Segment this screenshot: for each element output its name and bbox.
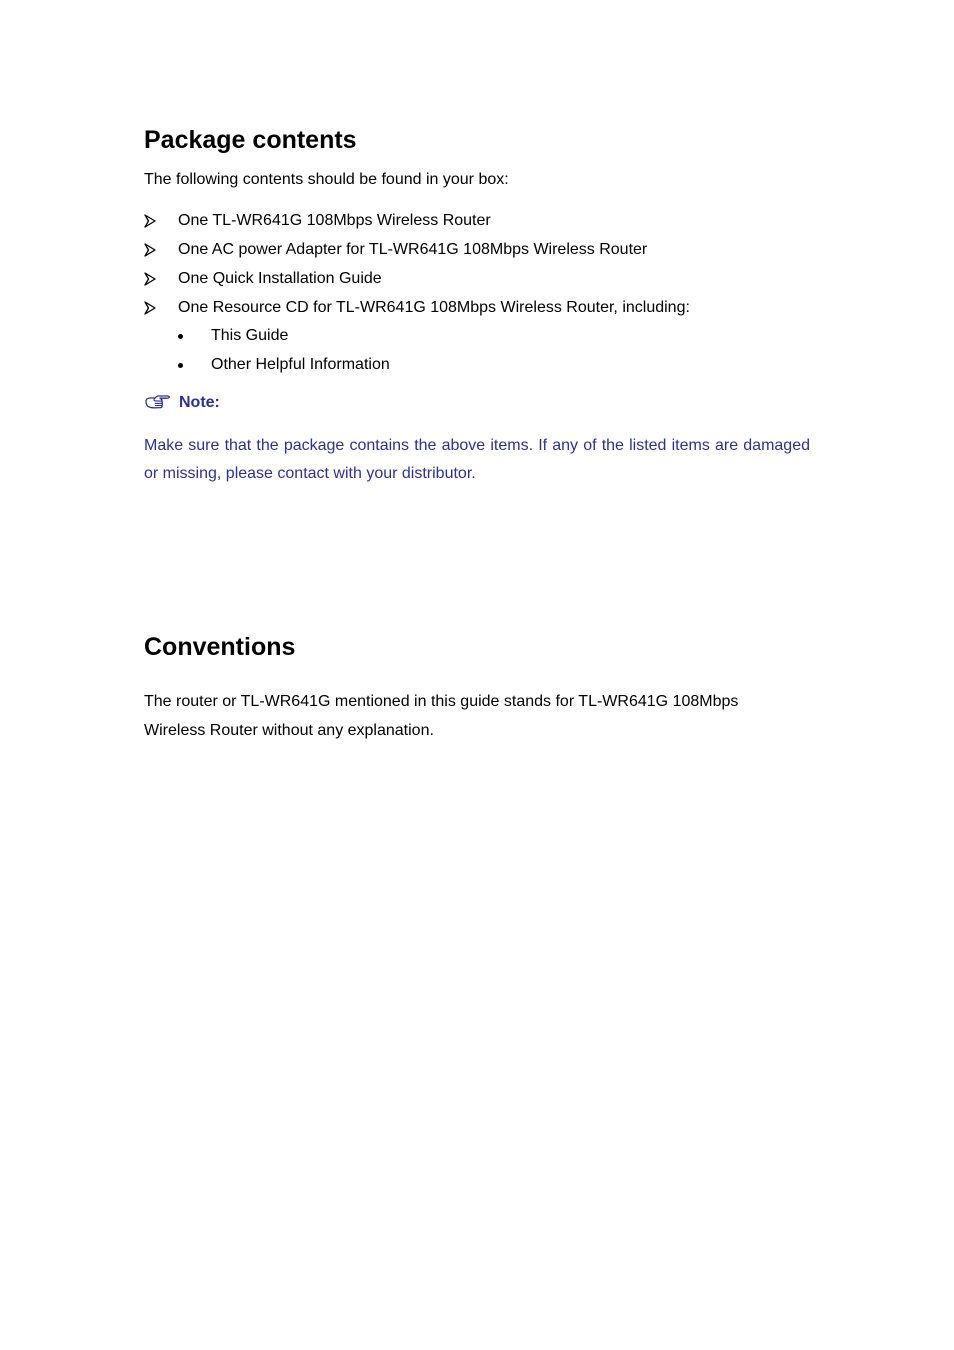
- list-item-text: One Quick Installation Guide: [178, 270, 382, 287]
- list-item: [178, 355, 390, 384]
- arrowhead-bullet-icon: [144, 214, 156, 228]
- arrowhead-bullet-icon: [144, 243, 156, 257]
- cd-contents-list: [178, 326, 390, 384]
- dot-bullet-icon: [178, 363, 183, 368]
- conventions-text-line-1: The router or TL-WR641G mentioned in this guide stands for TL-WR641G 108Mbps: [144, 693, 739, 710]
- list-item: [144, 240, 690, 269]
- list-item: [144, 211, 690, 240]
- list-item-text: This Guide: [211, 327, 289, 344]
- note-heading: [144, 393, 220, 413]
- list-item-text: One AC power Adapter for TL-WR641G 108Mbps Wireless Router: [178, 241, 648, 258]
- list-item: [178, 326, 390, 355]
- conventions-heading: Conventions: [144, 633, 296, 661]
- list-item: [144, 298, 690, 327]
- list-item-text: One Resource CD for TL-WR641G 108Mbps Wireless Router, including:: [178, 299, 690, 316]
- list-item-text: Other Helpful Information: [211, 356, 390, 373]
- conventions-text-line-2: Wireless Router without any explanation.: [144, 722, 434, 739]
- note-label: Note:: [179, 394, 220, 411]
- arrowhead-bullet-icon: [144, 301, 156, 315]
- list-item-text: One TL-WR641G 108Mbps Wireless Router: [178, 212, 491, 229]
- list-item: [144, 269, 690, 298]
- conventions-text: [144, 687, 804, 745]
- package-contents-heading: Package contents: [144, 126, 357, 154]
- dot-bullet-icon: [178, 334, 183, 339]
- note-text: Make sure that the package contains the above items. If any of the listed items are damaged or missing, please contact with your distributor.: [144, 437, 810, 482]
- arrowhead-bullet-icon: [144, 272, 156, 286]
- package-intro: The following contents should be found in your box:: [144, 171, 509, 188]
- pointing-hand-icon: [144, 393, 170, 413]
- package-items-list: [144, 211, 690, 327]
